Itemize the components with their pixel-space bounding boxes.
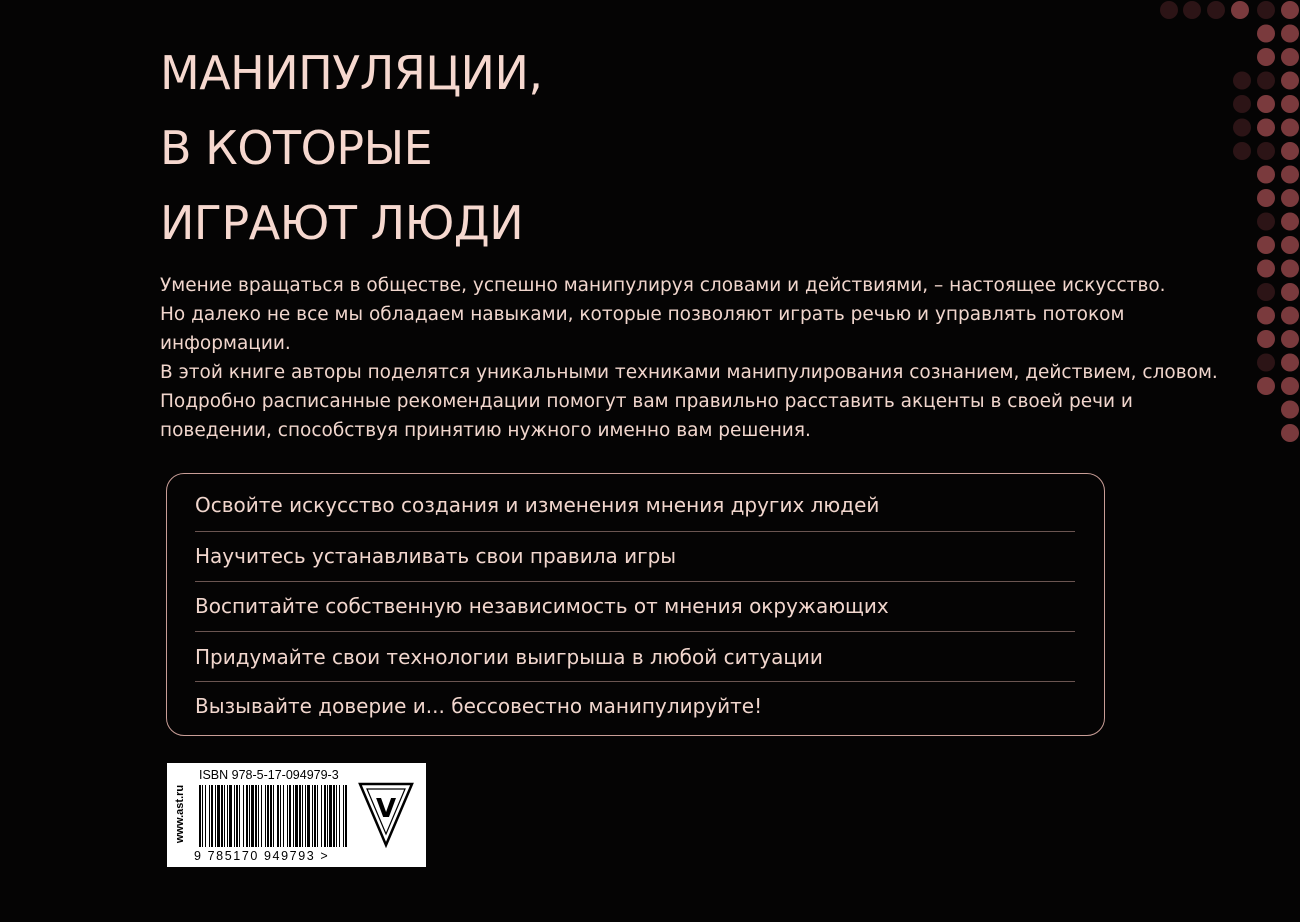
benefit-item: Вызывайте доверие и... бессовестно манипулируйте! bbox=[195, 694, 763, 718]
description-paragraph: Умение вращаться в обществе, успешно манипулируя словами и действиями, – настоящее искусство. bbox=[160, 275, 1166, 296]
benefit-item: Воспитайте собственную независимость от мнения окружающих bbox=[195, 594, 889, 618]
title-line-1: МАНИПУЛЯЦИИ, bbox=[160, 46, 543, 100]
benefit-item: Придумайте свои технологии выигрыша в любой ситуации bbox=[195, 645, 823, 669]
publisher-website: www.ast.ru bbox=[174, 784, 186, 844]
description-paragraph: Подробно расписанные рекомендации помогут вам правильно расставить акценты в своей речи и поведении, способствуя принятию нужного именно вам решения. bbox=[160, 391, 1133, 441]
benefit-item: Научитесь устанавливать свои правила игры bbox=[195, 544, 677, 568]
title-line-3: ИГРАЮТ ЛЮДИ bbox=[160, 196, 524, 250]
publisher-logo-letter: V bbox=[375, 794, 397, 824]
isbn-number: ISBN 978-5-17-094979-3 bbox=[199, 768, 339, 782]
description-paragraph: В этой книге авторы поделятся уникальными техниками манипулирования сознанием, действием, словом. bbox=[160, 362, 1218, 383]
title-line-2: В КОТОРЫЕ bbox=[160, 121, 433, 175]
benefit-item: Освойте искусство создания и изменения мнения других людей bbox=[195, 493, 880, 517]
description-paragraph: Но далеко не все мы обладаем навыками, которые позволяют играть речью и управлять потоком информации. bbox=[160, 304, 1125, 354]
barcode-digits: 9 785170 949793 > bbox=[194, 849, 330, 863]
